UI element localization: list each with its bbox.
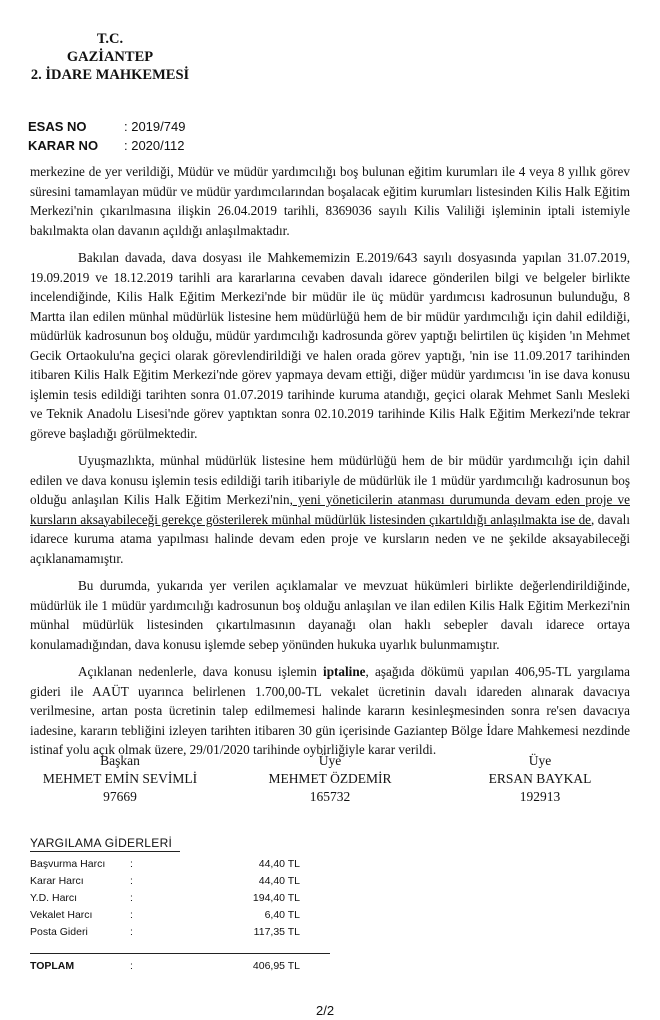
cost-colon: :	[130, 926, 133, 938]
cost-row	[30, 856, 350, 873]
header-line-court: 2. İDARE MAHKEMESİ	[30, 67, 190, 83]
cost-row	[30, 924, 350, 941]
signature-number: 165732	[309, 789, 351, 804]
cost-name: Başvurma Harcı	[30, 858, 106, 870]
cost-colon: :	[130, 875, 133, 887]
signature-number: 192913	[519, 789, 561, 804]
signature-role: Başkan	[100, 753, 140, 768]
paragraph-5-start: Açıklanan nedenlerle, dava konusu işlemin	[78, 664, 324, 679]
cost-name: Y.D. Harcı	[30, 892, 78, 904]
signature-role: Üye	[318, 753, 342, 768]
cost-name: Vekalet Harcı	[30, 909, 93, 921]
paragraph-3-start: Uyuşmazlıkta, münhal müdürlük listesine hem müdürlüğü hem de bir müdür yardımcılığı için dahil edilen ve dava konusu işlemin tesis edildiği tarih itibariyle de müdürlük ile 1 müdür yardımcılığı kadrosunun boş olduğu anlaşılan Kilis Halk Eğitim Merkezi'nin	[30, 453, 630, 507]
esas-row	[28, 117, 185, 136]
cost-amount: 194,40 TL	[252, 892, 300, 904]
signature-president	[20, 752, 220, 806]
paragraph-2: Bakılan davada, dava dosyası ile Mahkememizin E.2019/643 sayılı dosyasında yapılan 31.07.2019, 19.09.2019 ve 18.12.2019 tarihli ara kararlarına cevaben davalı idarece gönderilen bilgi ve belgeler birlikte incelendiğinde, Kilis Halk Eğitim Merkezi'nde bir müdür ile üç müdür yardımcısı kadrosunun bulunduğu, 8 Martta ilan edilen münhal müdürlük listesine hem müdürlüğü hem de bir müdür yardımcılığı için dahil edildiği, müdürlük kadrosunun boş olduğu, müdür yardımcılığı kadrosunda görev yaptığı belirtilen üç kişiden 'ın Mehmet Gecik Ortaokulu'na geçici olarak görevlendirildiği ve halen orada görev yaptığı, 'nin ise 11.09.2017 tarihinden itibaren Kilis Halk Eğitim Merkezi'nde görev yapmaya devam ettiği, diğer müdür yardımcısı 'in ise dava konusu işlemin tesis edildiği tarihten sonra 01.07.2019 tarihinde kuruma atandığı, geçici olarak Mehmet Sanlı Mesleki ve Teknik Anadolu Lisesi'nde görev yaptıktan sonra 02.10.2019 tarihinde Kilis Halk Eğitim Merkezi'nde tekrar göreve başladığı görülmektedir.	[30, 250, 630, 441]
costs-title: YARGILAMA GİDERLERİ	[30, 836, 180, 852]
paragraph-3-end: , davalı idarece kuruma atama yapılması halinde devam eden proje ve kursların neden ve ne şekilde aksayabileceği açıklanamamıştır.	[30, 511, 630, 566]
cost-row	[30, 890, 350, 907]
paragraph-3	[30, 451, 630, 568]
costs-table	[30, 836, 350, 975]
cost-total-label: TOPLAM	[30, 960, 75, 972]
signature-number: 97669	[103, 789, 137, 804]
paragraph-1: merkezine de yer verildiği, Müdür ve müdür yardımcılığı boş bulunan eğitim kurumları ile 4 veya 8 yıllık görev süresini tamamlayan müdür ve müdür yardımcılarından boşalacak eğitim kurumları listesinden Kilis Halk Eğitim Merkezi'nin çıkarılmasına ilişkin 26.04.2019 tarihli, 8369036 sayılı Kilis Valiliği işleminin iptali istemiyle bakılmakta olan davanın açıldığı anlaşılmaktadır.	[30, 164, 630, 238]
costs-divider	[30, 953, 330, 975]
decision-body	[30, 162, 630, 768]
cost-row	[30, 907, 350, 924]
esas-value: : 2019/749	[124, 119, 186, 134]
cost-colon: :	[130, 909, 133, 921]
paragraph-5-bold: iptaline	[323, 664, 366, 679]
cost-total-amount: 406,95 TL	[252, 960, 300, 972]
cost-colon: :	[130, 892, 133, 904]
cost-amount: 6,40 TL	[264, 909, 300, 921]
page-number: 2/2	[316, 1003, 335, 1018]
case-references	[28, 117, 185, 155]
cost-amount: 44,40 TL	[258, 858, 300, 870]
paragraph-5	[30, 662, 630, 760]
cost-name: Karar Harcı	[30, 875, 84, 887]
cost-total-row	[30, 958, 330, 975]
court-header	[0, 30, 220, 84]
signature-name: ERSAN BAYKAL	[488, 771, 592, 786]
header-line-city: GAZİANTEP	[66, 49, 154, 65]
paragraph-5-end: , aşağıda dökümü yapılan 406,95-TL yargılama gideri ile AAÜT uyarınca belirlenen 1.700,00-TL vekalet ücretinin davalı idareden alınarak davacıya verilmesine, artan posta ücretinin talep edilmemesi halinde kararın kesinleşmesinden sonra re'sen davacıya iadesine, kararın tebliğini izleyen tarihten itibaren 30 gün içerisinde Gaziantep Bölge İdare Mahkemesi nezdinde istinaf yolu açık olmak üzere, 29/01/2020 tarihinde oybirliğiyle karar verildi.	[30, 664, 630, 757]
header-line-tc: T.C.	[96, 31, 124, 47]
karar-row	[28, 136, 185, 155]
cost-amount: 117,35 TL	[253, 926, 300, 938]
cost-name: Posta Gideri	[30, 926, 88, 938]
paragraph-3-underlined: , yeni yöneticilerin atanması durumunda devam eden proje ve kursların aksayabileceği gerekçe gösterilerek münhal müdürlük listesinden çıkartıldığı anlaşılmakta ise de	[30, 492, 630, 527]
karar-label: KARAR NO	[28, 138, 99, 153]
cost-row	[30, 873, 350, 890]
paragraph-4: Bu durumda, yukarıda yer verilen açıklamalar ve mevzuat hükümleri birlikte değerlendirildiğinde, müdürlük ile 1 müdür yardımcılığı kadrosunun boş olduğu anlaşılan ve ilan edilen Kilis Halk Eğitim Merkezi'nin münhal müdürlük listesinden çıkartılmasının dayanağı olan haklı sebepler davalı idarece ortaya konulamadığından, dava konusu işlemde sebep yönünden hukuka uyarlık bulunmamıştır.	[30, 578, 630, 652]
cost-amount: 44,40 TL	[258, 875, 300, 887]
esas-label: ESAS NO	[28, 119, 87, 134]
karar-value: : 2020/112	[124, 138, 185, 153]
signature-role: Üye	[528, 753, 552, 768]
cost-total-colon: :	[130, 960, 133, 972]
signature-name: MEHMET ÖZDEMİR	[268, 771, 392, 786]
cost-colon: :	[130, 858, 133, 870]
signature-member-1	[230, 752, 430, 806]
signature-name: MEHMET EMİN SEVİMLİ	[42, 771, 198, 786]
signature-member-2	[440, 752, 640, 806]
